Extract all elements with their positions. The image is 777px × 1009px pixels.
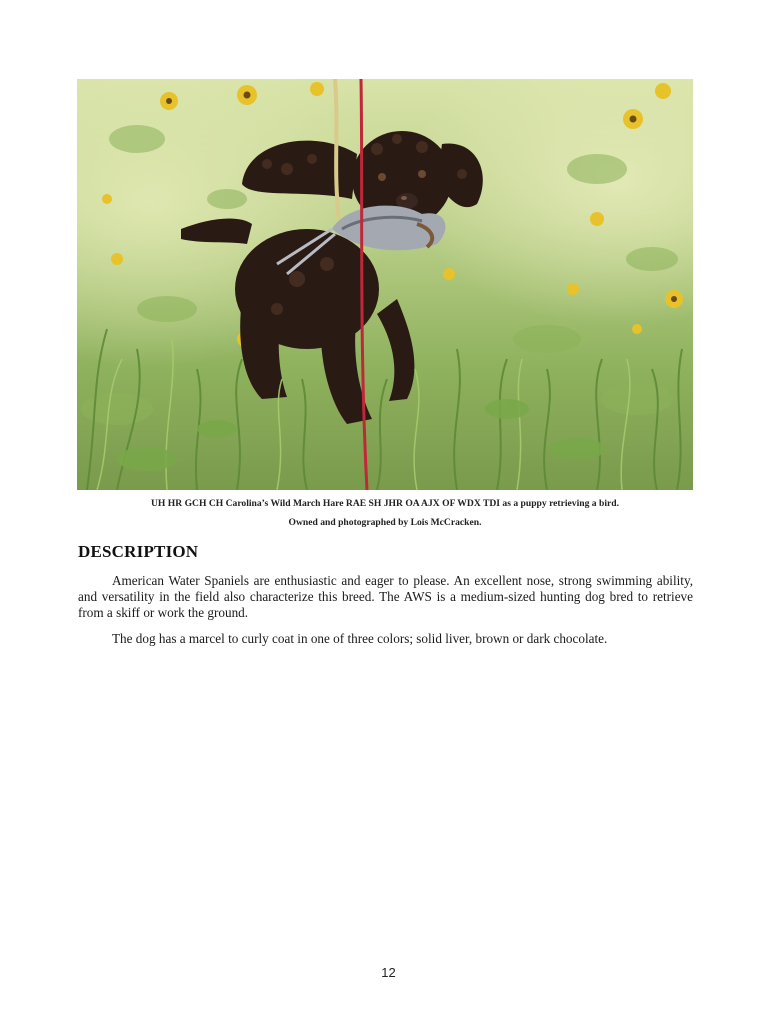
figure-caption-title: UH HR GCH CH Carolina’s Wild March Hare RAE SH JHR OA AJX OF WDX TDI as a puppy retrieving a bird.: [150, 498, 619, 509]
description-paragraph-1: American Water Spaniels are enthusiastic and eager to please. An excellent nose, strong swimming ability, and versatility in the field also characterize this breed. The AWS is a medium-sized hunting dog bred to retrieve from a skiff or work the ground.: [78, 573, 693, 620]
description-paragraph-2: The dog has a marcel to curly coat in one of three colors; solid liver, brown or dark chocolate.: [112, 631, 608, 646]
dog-photo-illustration: [77, 79, 693, 490]
figure-caption-credit: Owned and photographed by Lois McCracken.: [288, 517, 482, 528]
page-number: 12: [381, 965, 396, 980]
dog-photo: [77, 79, 693, 490]
section-heading: DESCRIPTION: [78, 542, 199, 561]
